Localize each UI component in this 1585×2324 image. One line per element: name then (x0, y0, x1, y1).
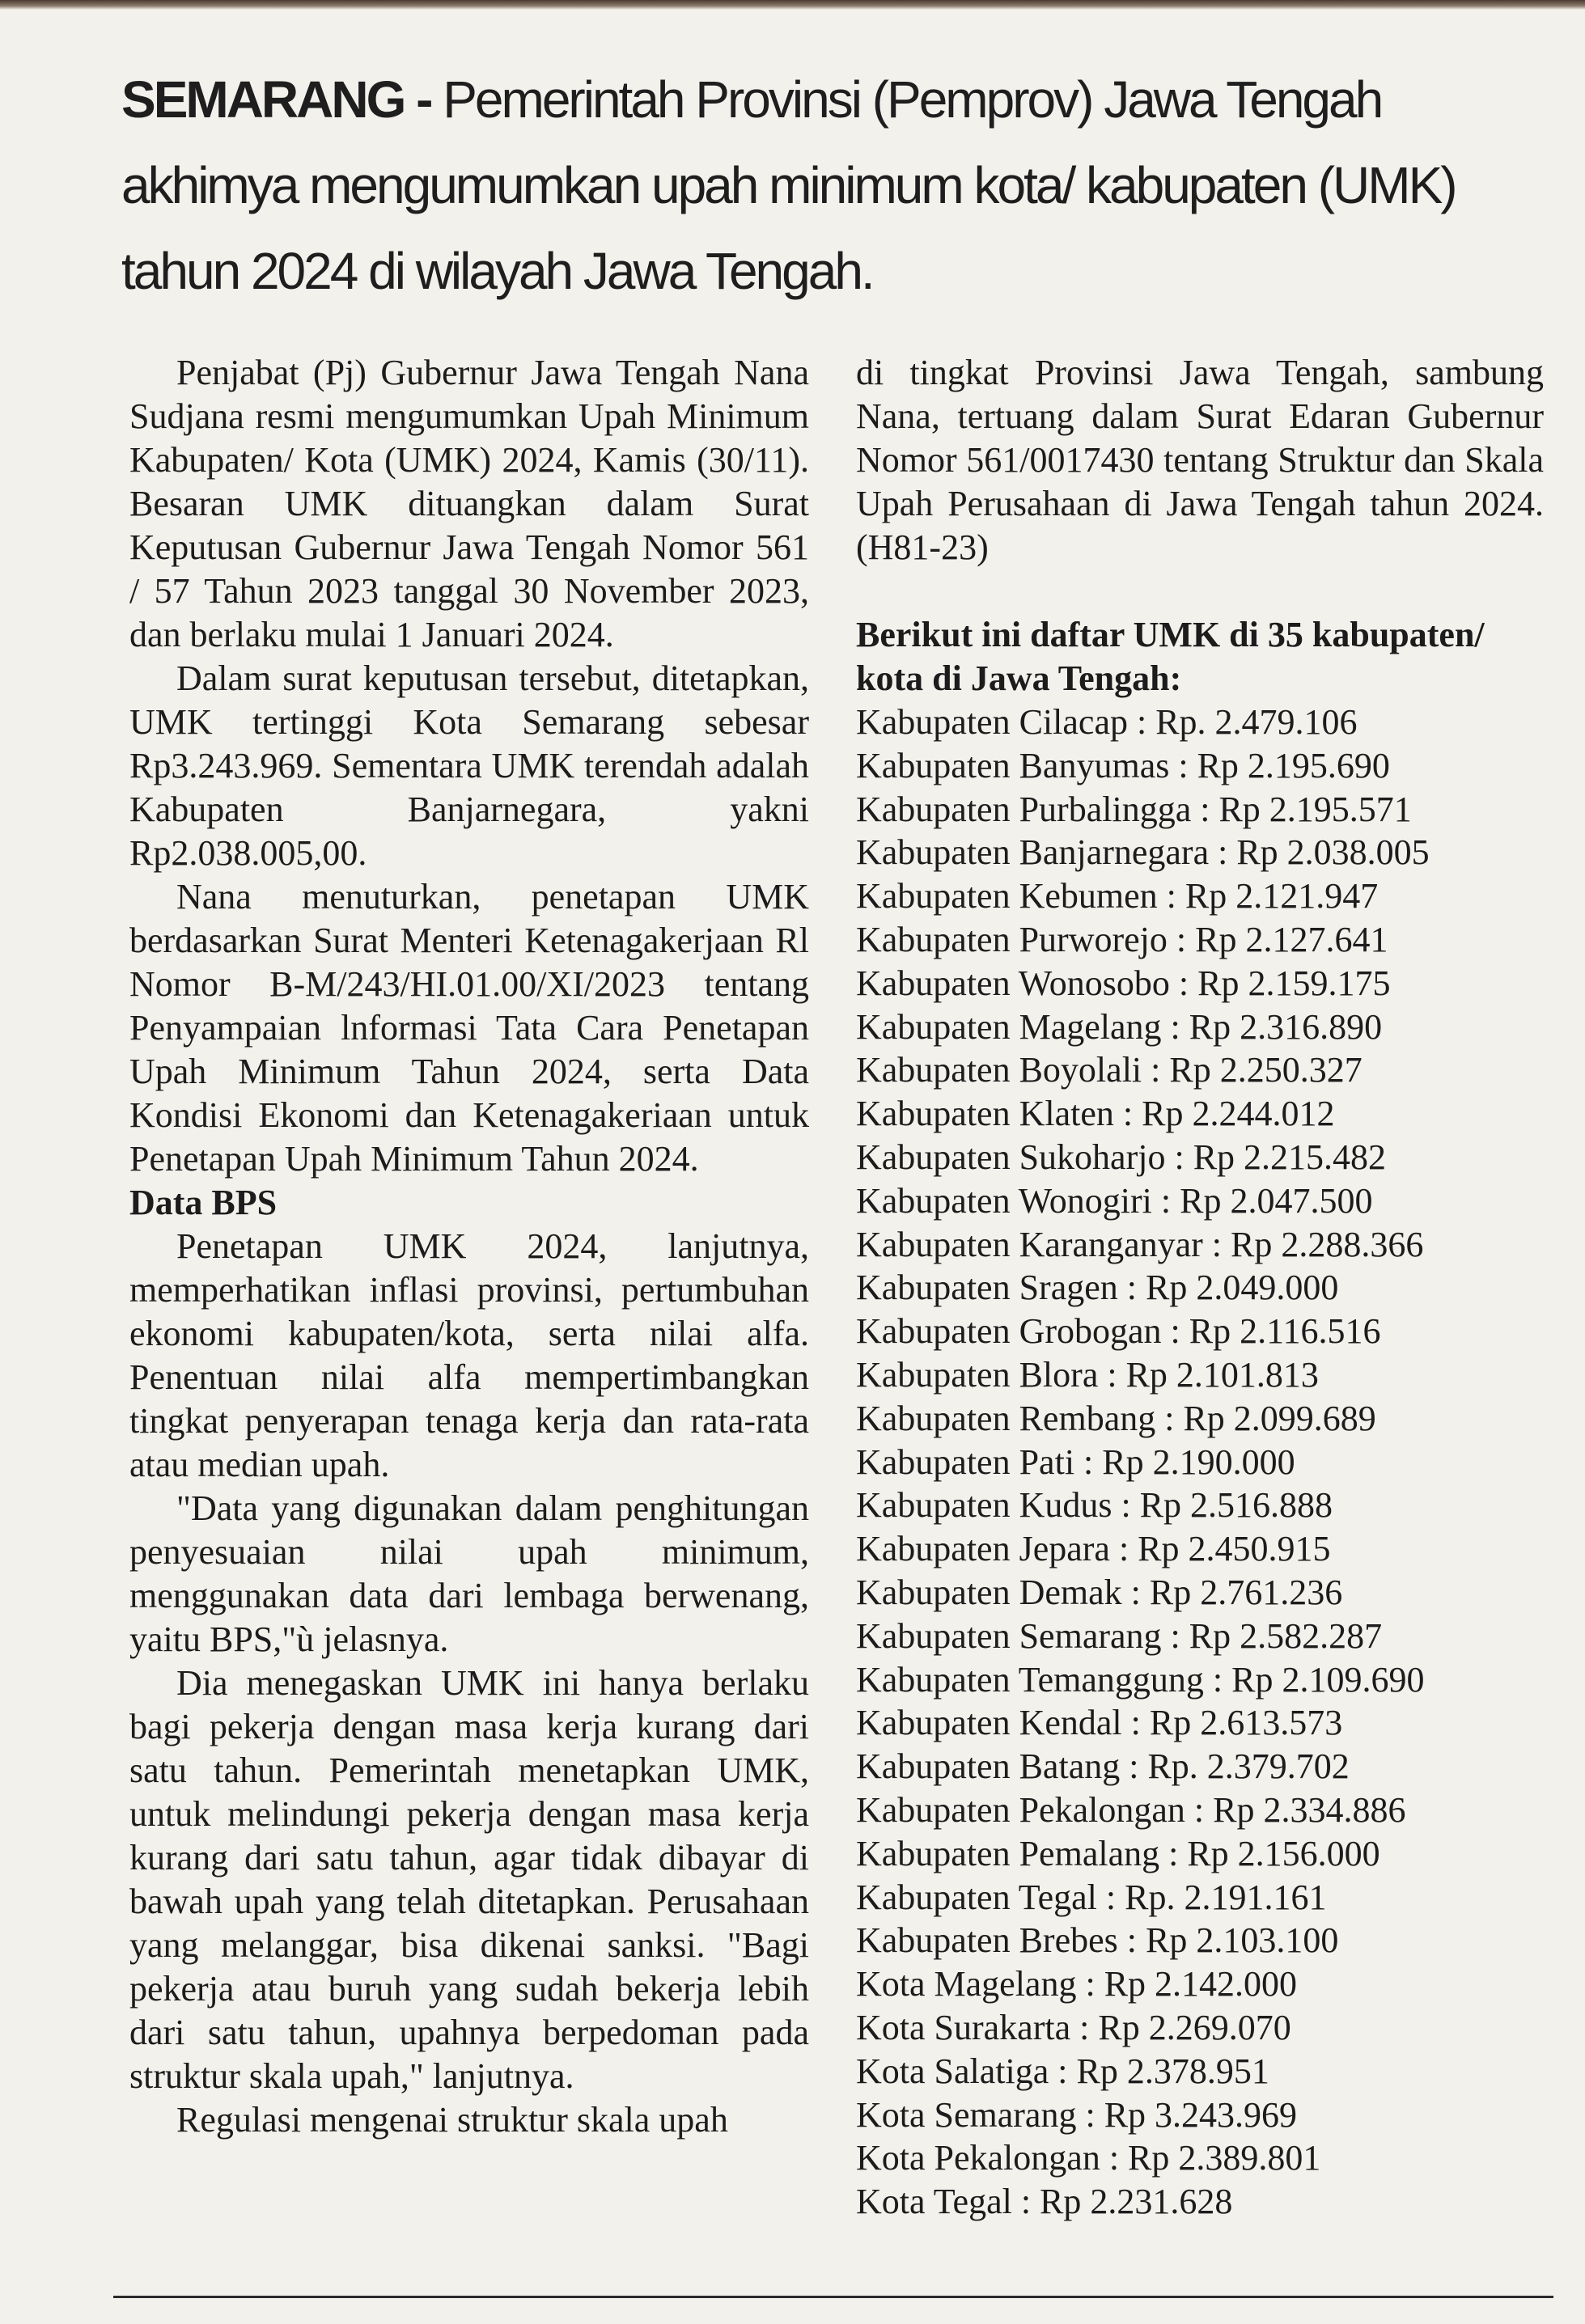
umk-list-item: Kabupaten Pati : Rp 2.190.000 (856, 1441, 1295, 1482)
umk-list-item: Kabupaten Wonosobo : Rp 2.159.175 (856, 963, 1391, 1003)
umk-list-item: Kabupaten Temanggung : Rp 2.109.690 (856, 1659, 1425, 1700)
umk-list-item: Kabupaten Purworejo : Rp 2.127.641 (856, 919, 1388, 959)
umk-list-item: Kabupaten Grobogan : Rp 2.116.516 (856, 1311, 1381, 1352)
umk-list-item: Kota Surakarta : Rp 2.269.070 (856, 2007, 1291, 2047)
umk-list-item: Kabupaten Kendal : Rp 2.613.573 (856, 1703, 1343, 1743)
body-paragraph: Regulasi mengenai struktur skala upah (176, 2100, 728, 2140)
umk-list-item: Kabupaten Kudus : Rp 2.516.888 (856, 1485, 1333, 1526)
umk-list-item: Kabupaten Boyolali : Rp 2.250.327 (856, 1050, 1363, 1090)
umk-list-item: Kota Semarang : Rp 3.243.969 (856, 2094, 1298, 2135)
umk-list-item: Kabupaten Klaten : Rp 2.244.012 (856, 1094, 1335, 1134)
umk-list-item: Kabupaten Wonogiri : Rp 2.047.500 (856, 1180, 1373, 1221)
body-paragraph: Nana menuturkan, penetapan UMK berdasarkan Surat Menteri Ketenagakerjaan Rl Nomor B-M/243/HI.01.00/XI/2023 tentang Penyampaian lnformasi Tata Cara Penetapan Upah Minimum Tahun 2024, serta Data Kondisi Ekonomi dan Ketenagakeriaan untuk Penetapan Upah Minimum Tahun 2024. (129, 877, 809, 1179)
umk-list-item: Kota Tegal : Rp 2.231.628 (856, 2182, 1233, 2222)
body-paragraph: Dalam surat keputusan tersebut, ditetapkan, UMK tertinggi Kota Semarang sebesar Rp3.243.969. Sementara UMK terendah adalah Kabupaten Banjarnegara, yakni Rp2.038.005,00. (129, 658, 809, 873)
umk-list-item: Kabupaten Banyumas : Rp 2.195.690 (856, 745, 1390, 785)
body-paragraph: Penetapan UMK 2024, lanjutnya, memperhatikan inflasi provinsi, pertumbuhan ekonomi kabupaten/kota, serta nilai alfa. Penentuan nilai alfa mempertimbangkan tingkat penyerapan tenaga kerja dan rata-rata atau median upah. (129, 1226, 809, 1484)
umk-list-item: Kabupaten Cilacap : Rp. 2.479.106 (856, 702, 1358, 742)
umk-list-item: Kabupaten Kebumen : Rp 2.121.947 (856, 876, 1379, 916)
umk-list-item: Kabupaten Sragen : Rp 2.049.000 (856, 1268, 1339, 1308)
umk-list-item: Kabupaten Semarang : Rp 2.582.287 (856, 1615, 1383, 1656)
umk-list-item: Kabupaten Pemalang : Rp 2.156.000 (856, 1833, 1380, 1873)
continued-paragraph: di tingkat Provinsi Jawa Tengah, sambung Nana, tertuang dalam Surat Edaran Gubernur Nomor 561/0017430 tentang Struktur dan Skala Upah Perusahaan di Jawa Tengah tahun 2024. (H81-23) (856, 353, 1544, 567)
umk-list-item: Kabupaten Purbalingga : Rp 2.195.571 (856, 789, 1412, 829)
umk-list-item: Kabupaten Karanganyar : Rp 2.288.366 (856, 1224, 1424, 1264)
subhead: Data BPS (129, 1183, 278, 1222)
umk-list-item: Kabupaten Brebes : Rp 2.103.100 (856, 1920, 1339, 1961)
body-paragraph: Dia menegaskan UMK ini hanya berlaku bagi pekerja dengan masa kerja kurang dari satu tahun. Pemerintah menetapkan UMK, untuk melindungi pekerja dengan masa kerja kurang dari satu tahun, agar tidak dibayar di bawah upah yang telah ditetapkan. Perusahaan yang melanggar, bisa dikenai sanksi. "Bagi pekerja atau buruh yang sudah bekerja lebih dari satu tahun, upahnya berpedoman pada struktur skala upah," lanjutnya. (129, 1663, 809, 2096)
umk-list-item: Kabupaten Demak : Rp 2.761.236 (856, 1572, 1343, 1612)
umk-list (856, 701, 1544, 2224)
umk-list-item: Kota Magelang : Rp 2.142.000 (856, 1964, 1298, 2004)
lead-text: Pemerintah Provinsi (Pemprov) Jawa Tengah akhimya mengumumkan upah minimum kota/ kabupaten (UMK) tahun 2024 di wilayah Jawa Tengah. (121, 70, 1456, 300)
umk-list-item: Kota Pekalongan : Rp 2.389.801 (856, 2138, 1321, 2178)
body-paragraph: Penjabat (Pj) Gubernur Jawa Tengah Nana Sudjana resmi mengumumkan Upah Minimum Kabupaten/ Kota (UMK) 2024, Kamis (30/11). Besaran UMK dituangkan dalam Surat Keputusan Gubernur Jawa Tengah Nomor 561 / 57 Tahun 2023 tanggal 30 November 2023, dan berlaku mulai 1 Januari 2024. (129, 353, 809, 654)
umk-list-item: Kabupaten Batang : Rp. 2.379.702 (856, 1746, 1350, 1787)
umk-list-item: Kabupaten Rembang : Rp 2.099.689 (856, 1398, 1376, 1438)
list-intro: Berikut ini daftar UMK di 35 kabupaten/ kota di Jawa Tengah: (856, 615, 1485, 698)
umk-list-item: Kabupaten Tegal : Rp. 2.191.161 (856, 1877, 1327, 1917)
left-column (129, 351, 809, 2142)
body-paragraph: "Data yang digunakan dalam penghitungan penyesuaian nilai upah minimum, menggunakan data dari lembaga berwenang, yaitu BPS,"ù jelasnya. (129, 1488, 809, 1659)
right-column (856, 351, 1544, 2224)
lead-paragraph (121, 57, 1545, 314)
dateline: SEMARANG - (121, 70, 431, 129)
umk-list-item: Kabupaten Magelang : Rp 2.316.890 (856, 1006, 1383, 1047)
bottom-rule (113, 2296, 1553, 2298)
top-rule (0, 0, 1585, 10)
umk-list-item: Kabupaten Pekalongan : Rp 2.334.886 (856, 1789, 1406, 1830)
umk-list-item: Kabupaten Jepara : Rp 2.450.915 (856, 1529, 1331, 1569)
umk-list-item: Kabupaten Blora : Rp 2.101.813 (856, 1354, 1319, 1395)
umk-list-item: Kabupaten Sukoharjo : Rp 2.215.482 (856, 1137, 1387, 1177)
umk-list-item: Kota Salatiga : Rp 2.378.951 (856, 2051, 1269, 2091)
umk-list-item: Kabupaten Banjarnegara : Rp 2.038.005 (856, 832, 1430, 873)
